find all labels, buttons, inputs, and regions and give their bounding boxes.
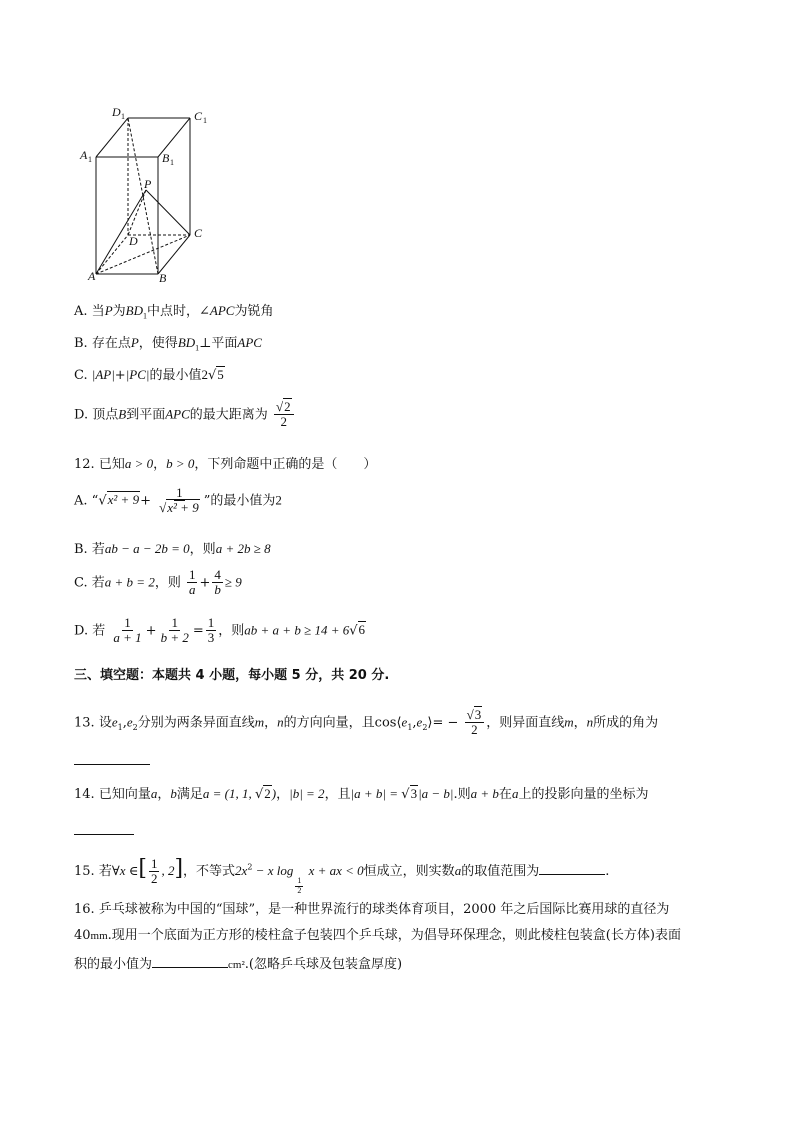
segment-a-c xyxy=(96,235,190,274)
q16-line2: 40mm.现用一个底面为正方形的棱柱盒子包装四个乒乓球，为倡导环保理念，则此棱柱包装盒(长方体)表面 xyxy=(74,928,681,943)
segment-p-c xyxy=(146,190,190,235)
fraction-1-over-a: $\frac{1}{a}$ xyxy=(188,567,196,598)
edge-a1-d1 xyxy=(96,118,128,157)
q11-option-d: D. 顶点B到平面APC的最大距离为 $\frac{√2}{2}$ xyxy=(74,400,296,430)
label-p: P xyxy=(144,177,152,191)
q15-answer-blank[interactable] xyxy=(539,862,605,875)
label-b: B xyxy=(159,271,167,282)
q12-option-d: D. 若 $\frac{1}{a + 1}$ + $\frac{1}{b + 2}$ = $\frac{1}{3}$ ，则ab + a + b ≥ 14 + 6√6 xyxy=(74,615,366,646)
label-c1: C xyxy=(194,109,203,123)
fraction-root3-over-2: $\frac{√3}{2}$ xyxy=(465,708,485,738)
q16-line1: 16. 乒乓球被称为中国的“国球”，是一种世界流行的球类体育项目，2000 年之后国际比赛用球的直径为 xyxy=(74,902,670,917)
label-c1-sub: 1 xyxy=(203,116,207,125)
fraction-1-over-a-plus-1: $\frac{1}{a + 1}$ xyxy=(113,615,142,646)
q14-answer-blank[interactable] xyxy=(74,822,134,840)
label-c: C xyxy=(194,226,203,240)
prism-figure xyxy=(78,102,228,282)
label-d1-sub: 1 xyxy=(121,112,125,121)
label-b1-sub: 1 xyxy=(170,158,174,167)
q15-line: 15. 若∀x ∈[ $\frac{1}{2}$ , 2]，不等式$2x^2 - x$ log $\frac{1}{2}$ x + ax < 0恒成立，则实数a的取值范围为 . xyxy=(74,855,610,895)
segment-p-d xyxy=(128,190,146,235)
q11-option-b: B. 存在点P，使得$BD_1\perp$平面APC xyxy=(74,335,262,353)
q12-option-a: A. “√x² + 9+ $\frac{1}{\text{√x² + 9}}$ ”的最小值为2 xyxy=(74,485,282,516)
label-d: D xyxy=(129,234,138,248)
log-base-one-half: $\frac{1}{2}$ xyxy=(297,876,302,895)
fraction-one-half: $\frac{1}{2}$ xyxy=(150,855,158,886)
fraction-1-over-b-plus-2: $\frac{1}{b + 2}$ xyxy=(160,615,189,646)
segment-p-a xyxy=(96,190,146,274)
q12-option-c: C. 若a + b = 2，则 $\frac{1}{a}$ + $\frac{4}{b}$ ≥ 9 xyxy=(74,567,242,598)
edge-b-c xyxy=(158,235,190,274)
fraction-1-over-root: $\frac{1}{\text{√x² + 9}}$ xyxy=(159,485,199,516)
fraction-1-over-3: $\frac{1}{3}$ xyxy=(207,615,215,646)
q13-answer-blank[interactable] xyxy=(74,752,150,770)
label-a: A xyxy=(88,269,96,282)
fraction-4-over-b: $\frac{4}{b}$ xyxy=(214,567,221,598)
label-a1-sub: 1 xyxy=(88,155,92,164)
q12-stem: 12. 已知a > 0，b > 0，下列命题中正确的是（ ） xyxy=(74,456,377,472)
label-a1: A xyxy=(80,148,88,162)
label-b1: B xyxy=(162,151,170,165)
q16-line3: 积的最小值为 cm².(忽略乒乓球及包装盒厚度) xyxy=(74,957,403,972)
q13-line1: 13. 设$e_1,e_2$分别为两条异面直线m，n的方向向量，且$\cos⟨e_1,e_2⟩=$ − $\frac{√3}{2}$ ，则异面直线m，n所成的角为 xyxy=(74,707,659,738)
edge-a-d xyxy=(96,235,128,274)
q11-option-a: A. 当P为$BD_1$中点时，∠APC为锐角 xyxy=(74,303,274,321)
q14-line1: 14. 已知向量a，b满足a = (1, 1, √2)，|b| = 2，且|a + b| = √3|a − b|.则a + b在a上的投影向量的坐标为 xyxy=(74,786,649,802)
label-d1: D xyxy=(112,105,121,119)
fraction-root2-over-2: $\frac{√2}{2}$ xyxy=(274,400,294,430)
q12-option-b: B. 若ab − a − 2b = 0，则a + 2b ≥ 8 xyxy=(74,541,271,557)
q16-answer-blank[interactable] xyxy=(152,955,228,968)
q11-option-c: C. |AP|+|PC|的最小值2√5 xyxy=(74,367,224,383)
section-3-heading: 三、填空题：本题共 4 小题，每小题 5 分，共 20 分. xyxy=(74,668,390,683)
